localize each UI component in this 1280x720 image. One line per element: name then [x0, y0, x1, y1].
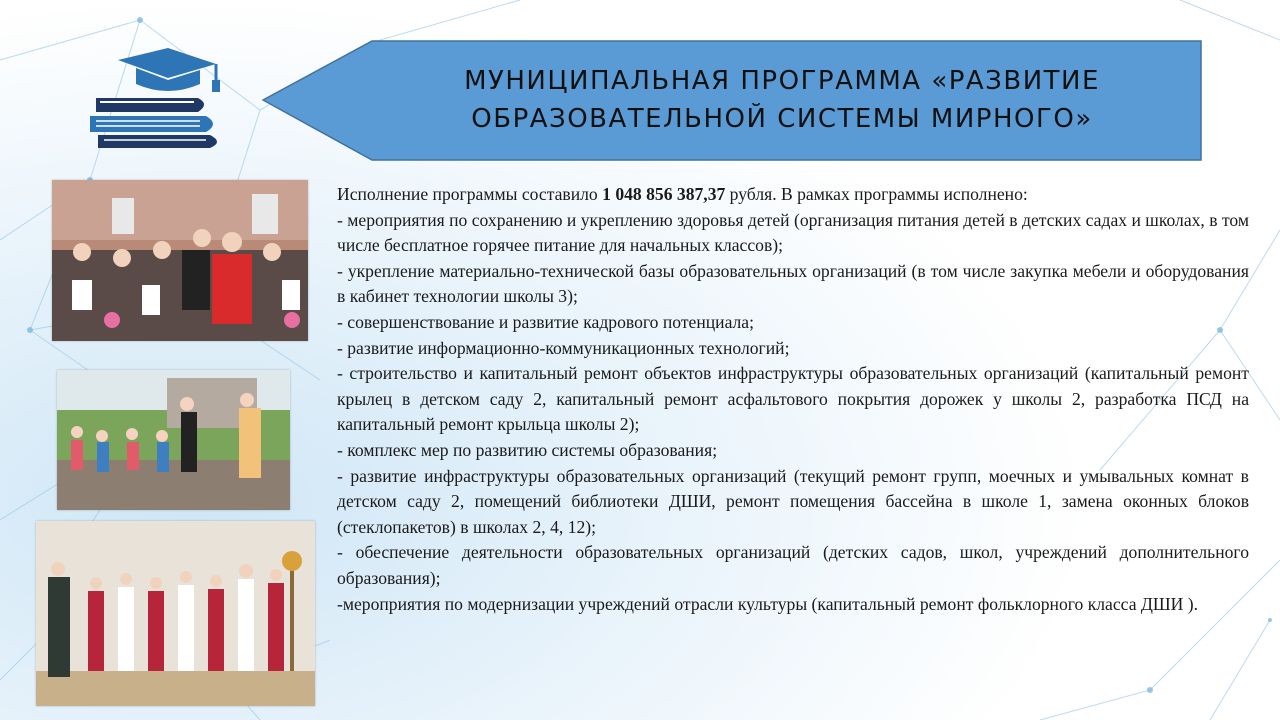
list-item: - комплекс мер по развитию системы образования;	[337, 439, 718, 460]
page-title-line-1: МУНИЦИПАЛЬНАЯ ПРОГРАММА «РАЗВИТИЕ	[464, 66, 1100, 96]
graduation-cap-books-icon	[88, 40, 238, 150]
title-banner	[262, 40, 1202, 161]
kindergarten-playground-photo	[57, 370, 290, 510]
list-item: - строительство и капитальный ремонт объектов инфраструктуры образовательных организаций (капитальный ремонт крылец в детском саду 2, капитальный ремонт асфальтового покрытия дорожек у школы 2, разработка ПСД на капитальный ремонт крыльца школы 2);	[337, 363, 1249, 435]
list-item: - мероприятия по сохранению и укреплению здоровья детей (организация питания детей в детских садах и школах, в том числе бесплатное горячее питание для начальных классов);	[337, 209, 1249, 256]
program-amount: 1 048 856 387,37	[602, 184, 726, 204]
folk-ensemble-photo	[36, 521, 315, 706]
school-ceremony-photo	[52, 180, 308, 341]
intro-suffix: рубля. В рамках программы исполнено:	[725, 184, 1028, 204]
list-item: -мероприятия по модернизации учреждений отрасли культуры (капитальный ремонт фольклорного класса ДШИ ).	[337, 593, 1199, 614]
list-item: - обеспечение деятельности образовательных организаций (детских садов, школ, учреждений дополнительного образования);	[337, 542, 1249, 588]
list-item: - развитие информационно-коммуникационных технологий;	[337, 337, 790, 358]
intro-prefix: Исполнение программы составило	[337, 184, 603, 204]
program-description	[337, 182, 1249, 617]
list-item: - совершенствование и развитие кадрового потенциала;	[337, 311, 755, 332]
page-title	[392, 62, 1172, 138]
list-item: - укрепление материально-технической базы образовательных организаций (в том числе закупка мебели и оборудования в кабинет технологии школы 3);	[337, 260, 1249, 307]
page-title-line-2: ОБРАЗОВАТЕЛЬНОЙ СИСТЕМЫ МИРНОГО»	[471, 104, 1093, 134]
list-item: - развитие инфраструктуры образовательных организаций (текущий ремонт групп, моечных и умывальных комнат в детском саду 2, помещений библиотеки ДШИ, ремонт помещения бассейна в школе 1, замена оконных блоков (стеклопакетов) в школах 2, 4, 12);	[337, 465, 1249, 537]
intro-paragraph	[337, 182, 1249, 208]
